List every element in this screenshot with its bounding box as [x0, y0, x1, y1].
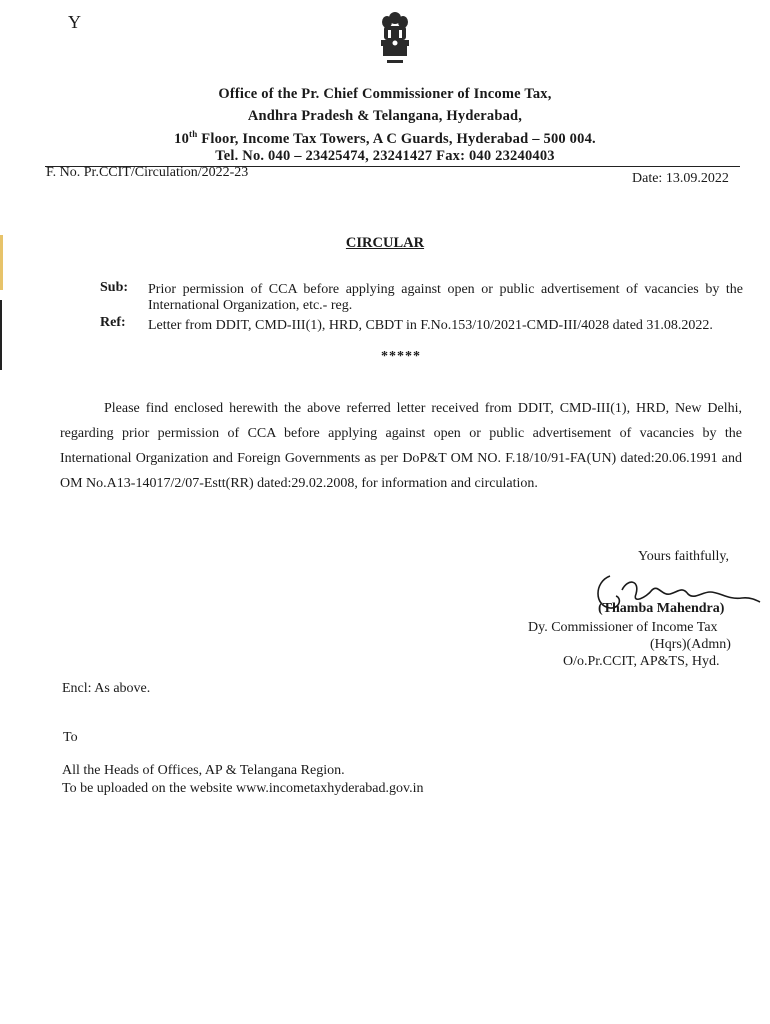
reference-text: Letter from DDIT, CMD-III(1), HRD, CBDT in F.No.153/10/2021-CMD-III/4028 dated 31.08.2022. [148, 318, 713, 333]
recipient-line: All the Heads of Offices, AP & Telangana Region. [62, 763, 345, 778]
signatory-wing: (Hqrs)(Admn) [650, 637, 731, 652]
signatory-office: O/o.Pr.CCIT, AP&TS, Hyd. [563, 654, 720, 669]
recipient-line: To be uploaded on the website www.incometaxhyderabad.gov.in [62, 781, 424, 796]
national-emblem-icon [375, 10, 415, 72]
office-address-line [0, 129, 770, 148]
signatory-designation: Dy. Commissioner of Income Tax [528, 620, 718, 635]
floor-suffix: th [189, 129, 198, 139]
address-text: Floor, Income Tax Towers, A C Guards, Hyderabad – 500 004. [197, 130, 596, 147]
floor-number: 10 [174, 130, 190, 147]
scan-edge-mark [0, 300, 2, 370]
handwritten-mark: Y [68, 12, 81, 32]
office-contact-line: Tel. No. 040 – 23425474, 23241427 Fax: 040 23240403 [215, 148, 555, 164]
office-name-line: Office of the Pr. Chief Commissioner of Income Tax, [218, 86, 552, 102]
enclosure-note: Encl: As above. [62, 681, 151, 696]
file-number: F. No. Pr.CCIT/Circulation/2022-23 [46, 165, 249, 180]
subject-label: Sub: [100, 280, 129, 295]
to-label: To [63, 730, 78, 745]
signatory-name: (Thamba Mahendra) [598, 601, 725, 616]
subject-text: Prior permission of CCA before applying against open or public advertisement of vacancies by the International Organization, etc.- reg. [148, 282, 743, 313]
document-title: CIRCULAR [345, 235, 425, 251]
reference-label: Ref: [100, 315, 126, 330]
body-paragraph: Please find enclosed herewith the above referred letter received from DDIT, CMD-III(1), HRD, New Delhi, regarding prior permission of CCA before applying against open or public advertisement of vacancies by the International Organization and Foreign Governments as per DoP&T OM NO. F.18/10/91-FA(UN) dated:20.06.1991 and OM No.A13-14017/2/07-Estt(RR) dated:29.02.2008, for information and circulation. [60, 401, 742, 491]
office-region-line: Andhra Pradesh & Telangana, Hyderabad, [247, 108, 523, 124]
letter-date: Date: 13.09.2022 [632, 171, 729, 186]
closing-text: Yours faithfully, [638, 549, 730, 564]
separator-stars: ***** [381, 349, 421, 364]
